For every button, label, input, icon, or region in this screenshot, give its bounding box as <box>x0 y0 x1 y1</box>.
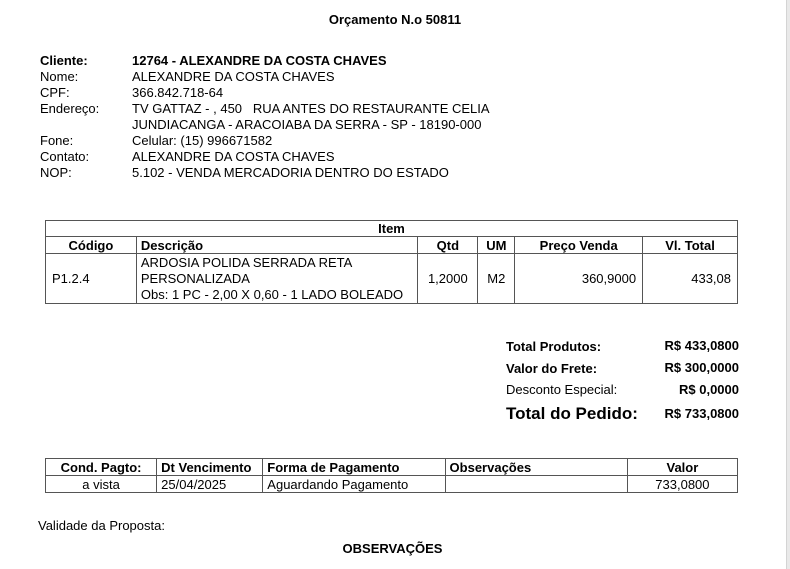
items-table <box>45 220 738 304</box>
validade-label: Validade da Proposta: <box>38 518 165 533</box>
item-qtd: 1,2000 <box>418 254 478 304</box>
header-cond-pagto: Cond. Pagto: <box>46 459 157 476</box>
nop-value: 5.102 - VENDA MERCADORIA DENTRO DO ESTADO <box>132 165 449 180</box>
total-produtos-label: Total Produtos: <box>506 339 602 354</box>
payment-table <box>45 458 738 493</box>
header-um: UM <box>478 237 515 254</box>
endereco-line2: JUNDIACANGA - ARACOIABA DA SERRA - SP - 18190-000 <box>132 117 482 132</box>
fone-value: Celular: (15) 996671582 <box>132 133 273 148</box>
header-dt-vencimento: Dt Vencimento <box>157 459 263 476</box>
nome-label: Nome: <box>40 69 79 84</box>
observacoes-title: OBSERVAÇÕES <box>342 541 443 556</box>
items-caption: Item <box>46 221 738 237</box>
fone-label: Fone: <box>40 133 74 148</box>
cliente-label: Cliente: <box>40 53 88 68</box>
payment-vencimento: 25/04/2025 <box>157 476 263 493</box>
items-header-row <box>46 237 738 254</box>
payment-valor: 733,0800 <box>627 476 737 493</box>
page-edge <box>786 0 790 569</box>
cpf-value: 366.842.718-64 <box>132 85 224 100</box>
header-observacoes: Observações <box>445 459 627 476</box>
header-qtd: Qtd <box>418 237 478 254</box>
table-row <box>46 254 738 304</box>
header-descricao: Descrição <box>136 237 417 254</box>
cliente-value: 12764 - ALEXANDRE DA COSTA CHAVES <box>132 53 387 68</box>
item-codigo: P1.2.4 <box>46 254 137 304</box>
header-codigo: Código <box>46 237 137 254</box>
items-caption-row <box>46 221 738 237</box>
table-row <box>46 476 738 493</box>
item-descricao <box>136 254 417 304</box>
item-desc-obs: Obs: 1 PC - 2,00 X 0,60 - 1 LADO BOLEADO <box>140 286 404 302</box>
contato-value: ALEXANDRE DA COSTA CHAVES <box>132 149 335 164</box>
desconto-value: R$ 0,0000 <box>679 382 739 397</box>
payment-forma: Aguardando Pagamento <box>263 476 445 493</box>
header-forma-pagamento: Forma de Pagamento <box>263 459 445 476</box>
payment-obs <box>445 476 627 493</box>
item-desc-line2: PERSONALIZADA <box>140 270 250 286</box>
total-pedido-value: R$ 733,0800 <box>664 406 739 421</box>
total-pedido-label: Total do Pedido: <box>506 404 638 423</box>
cpf-label: CPF: <box>40 85 70 100</box>
header-valor: Valor <box>627 459 737 476</box>
nop-label: NOP: <box>40 165 72 180</box>
total-produtos-value: R$ 433,0800 <box>664 338 739 353</box>
item-um: M2 <box>478 254 515 304</box>
item-preco: 360,9000 <box>515 254 643 304</box>
endereco-label: Endereço: <box>40 101 100 116</box>
endereco-line1: TV GATTAZ - , 450 RUA ANTES DO RESTAURANTE CELIA <box>132 101 490 116</box>
payment-cond: a vista <box>46 476 157 493</box>
item-desc-line1: ARDOSIA POLIDA SERRADA RETA <box>140 254 353 270</box>
contato-label: Contato: <box>40 149 90 164</box>
nome-value: ALEXANDRE DA COSTA CHAVES <box>132 69 335 84</box>
header-total: Vl. Total <box>643 237 738 254</box>
payment-header-row <box>46 459 738 476</box>
document-title: Orçamento N.o 50811 <box>328 12 462 27</box>
item-total: 433,08 <box>643 254 738 304</box>
valor-frete-label: Valor do Frete: <box>506 361 598 376</box>
valor-frete-value: R$ 300,0000 <box>664 360 739 375</box>
header-preco: Preço Venda <box>515 237 643 254</box>
desconto-label: Desconto Especial: <box>506 382 618 397</box>
